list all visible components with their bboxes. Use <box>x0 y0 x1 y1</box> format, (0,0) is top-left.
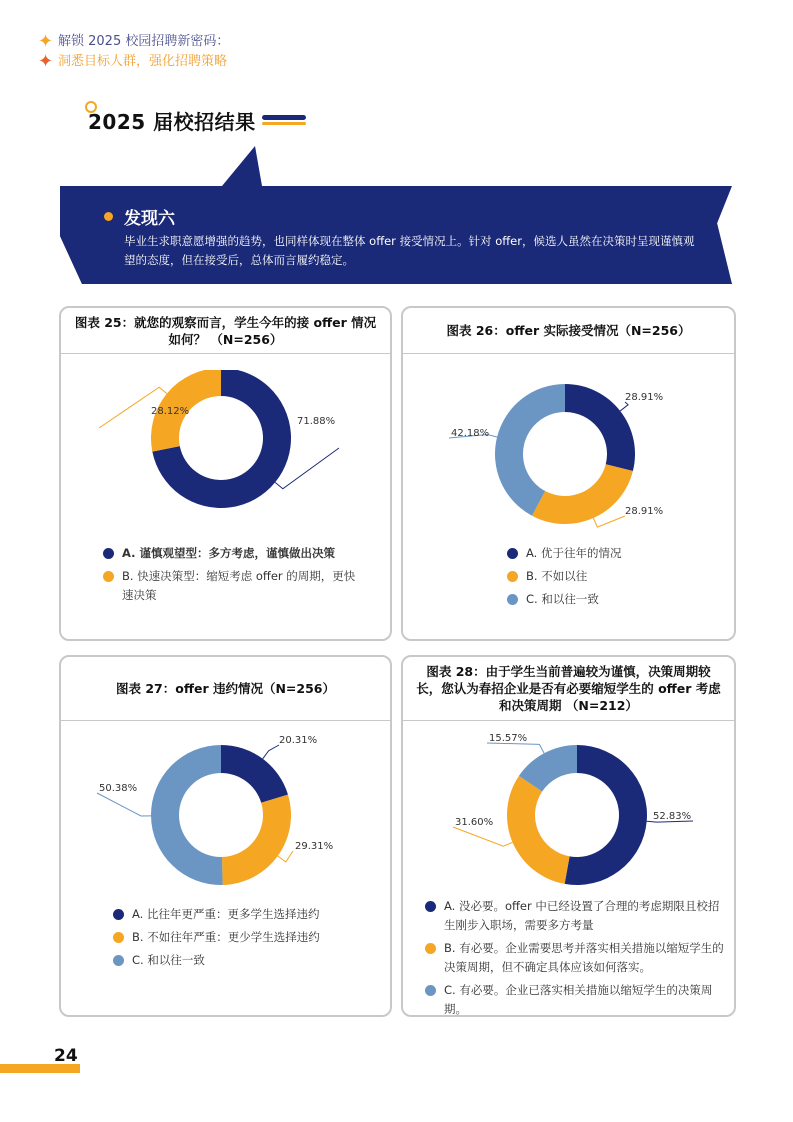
legend-swatch <box>103 548 114 559</box>
chart-legend <box>103 544 363 605</box>
legend-item <box>425 981 725 1017</box>
legend-item <box>507 544 707 563</box>
tagline-line-1 <box>38 32 229 52</box>
slice-percent-label: 20.31% <box>279 735 318 746</box>
tagline-text-1: 解锁 2025 校园招聘新密码： <box>58 34 230 49</box>
legend-label: C. 和以往一致 <box>132 953 205 967</box>
title-underline-accent <box>262 122 306 125</box>
chart-title: 图表 28：由于学生当前普遍较为谨慎，决策周期较长，您认为春招企业是否有必要缩短学生的 offer 考虑和决策周期 （N=212） <box>403 657 734 721</box>
donut-slice <box>532 464 633 524</box>
slice-percent-label: 15.57% <box>489 733 528 744</box>
slice-percent-label: 31.60% <box>455 817 494 828</box>
donut-chart <box>61 731 390 901</box>
legend-swatch <box>425 985 436 996</box>
sparkle-icon: ✦ <box>38 51 54 72</box>
donut-slice <box>151 745 223 885</box>
legend-item <box>425 939 725 977</box>
donut-chart <box>403 370 734 560</box>
chart-title: 图表 26：offer 实际接受情况（N=256） <box>403 308 734 354</box>
legend-label: C. 有必要。企业已落实相关措施以缩短学生的决策周期。 <box>444 983 713 1016</box>
legend-label: A. 比往年更严重：更多学生选择违约 <box>132 907 320 921</box>
header-tagline <box>38 32 229 72</box>
legend-item <box>103 567 363 605</box>
leader-line <box>453 827 513 846</box>
legend-label: C. 和以往一致 <box>526 592 599 606</box>
leader-line <box>593 516 625 527</box>
legend-item <box>425 897 725 935</box>
chart-legend <box>425 897 725 1017</box>
legend-label: A. 优于往年的情况 <box>526 546 622 560</box>
legend-label: B. 有必要。企业需要思考并落实相关措施以缩短学生的决策周期，但不确定具体应该如何落实。 <box>444 941 724 974</box>
legend-item <box>507 590 707 609</box>
slice-percent-label: 50.38% <box>99 783 138 794</box>
sparkle-icon: ✦ <box>38 31 54 52</box>
finding-title: 发现六 <box>124 209 175 229</box>
legend-item <box>113 928 373 947</box>
chart-card-27 <box>59 655 392 1017</box>
page-number: 24 <box>54 1046 78 1066</box>
donut-slice <box>221 745 288 803</box>
finding-text: 毕业生求职意愿增强的趋势，也同样体现在整体 offer 接受情况上。针对 offer，候选人虽然在决策时呈现谨慎观望的态度，但在接受后，总体而言履约稳定。 <box>124 234 695 267</box>
finding-heading <box>104 204 175 229</box>
legend-label: A. 谨慎观望型：多方考虑，谨慎做出决策 <box>122 546 335 560</box>
legend-item <box>113 905 373 924</box>
donut-chart <box>61 370 390 560</box>
legend-swatch <box>113 932 124 943</box>
chart-card-26 <box>401 306 736 641</box>
title-underline-decoration <box>262 115 306 120</box>
legend-item <box>103 544 363 563</box>
legend-swatch <box>113 955 124 966</box>
chart-title: 图表 25：就您的观察而言，学生今年的接 offer 情况如何？ （N=256） <box>61 308 390 354</box>
donut-slice <box>222 795 291 885</box>
chart-title: 图表 27：offer 违约情况（N=256） <box>61 657 390 721</box>
donut-slice <box>507 776 570 884</box>
slice-percent-label: 28.91% <box>625 392 664 403</box>
legend-swatch <box>507 548 518 559</box>
legend-swatch <box>507 571 518 582</box>
leader-line <box>620 402 628 411</box>
legend-swatch <box>103 571 114 582</box>
legend-swatch <box>425 943 436 954</box>
slice-percent-label: 42.18% <box>451 428 490 439</box>
chart-card-25 <box>59 306 392 641</box>
legend-label: B. 不如以往 <box>526 569 588 583</box>
leader-line <box>263 745 279 759</box>
tagline-line-2 <box>38 52 229 72</box>
bullet-dot-icon <box>104 212 113 221</box>
section-title: 2025 届校招结果 <box>88 110 256 134</box>
chart-legend <box>507 544 707 609</box>
slice-percent-label: 29.31% <box>295 841 334 852</box>
slice-percent-label: 71.88% <box>297 416 336 427</box>
legend-label: A. 没必要。offer 中已经设置了合理的考虑期限且校招生刚步入职场，需要多方考量 <box>444 899 720 932</box>
legend-swatch <box>113 909 124 920</box>
slice-percent-label: 28.91% <box>625 506 664 517</box>
chart-legend <box>113 905 373 970</box>
donut-chart <box>403 731 734 901</box>
legend-item <box>507 567 707 586</box>
finding-banner <box>0 146 793 286</box>
legend-label: B. 不如往年严重：更少学生选择违约 <box>132 930 320 944</box>
legend-item <box>113 951 373 970</box>
leader-line <box>97 793 151 816</box>
legend-swatch <box>425 901 436 912</box>
leader-line <box>487 743 544 753</box>
chart-card-28 <box>401 655 736 1017</box>
slice-percent-label: 28.12% <box>151 406 190 417</box>
legend-swatch <box>507 594 518 605</box>
legend-label: B. 快速决策型：缩短考虑 offer 的周期，更快速决策 <box>122 569 356 602</box>
tagline-text-2: 洞悉目标人群，强化招聘策略 <box>58 54 228 69</box>
slice-percent-label: 52.83% <box>653 811 692 822</box>
